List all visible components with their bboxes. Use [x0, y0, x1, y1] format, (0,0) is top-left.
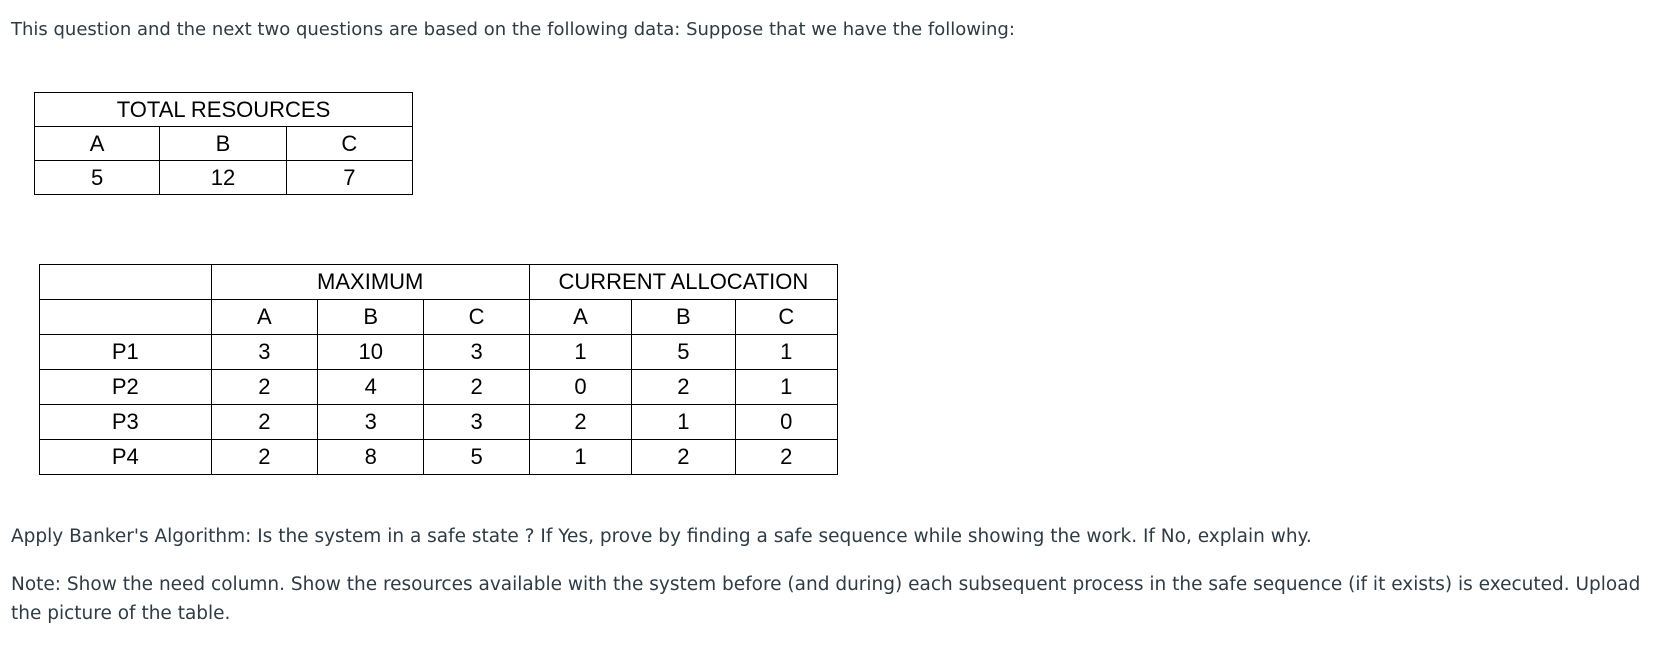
maximum-allocation-table: [39, 264, 838, 475]
group-title-row: [40, 265, 838, 300]
total-resources-title-row: [35, 93, 413, 127]
table-row: [40, 335, 838, 370]
total-value-c: 7: [286, 161, 412, 195]
table-cell: 10: [318, 335, 424, 370]
table-cell: 2: [211, 440, 317, 475]
alloc-header-c: C: [735, 300, 837, 335]
process-label: P1: [40, 335, 212, 370]
table-cell: 8: [318, 440, 424, 475]
total-value-b: 12: [160, 161, 286, 195]
total-header-b: B: [160, 127, 286, 161]
maximum-title: MAXIMUM: [211, 265, 529, 300]
table-cell: 2: [632, 370, 735, 405]
max-header-c: C: [424, 300, 529, 335]
max-header-a: A: [211, 300, 317, 335]
question-text: Apply Banker's Algorithm: Is the system in a safe state ? If Yes, prove by finding a safe sequence while showing the work. If No, explain why.: [11, 526, 1312, 547]
table-cell: 4: [318, 370, 424, 405]
table-cell: 1: [529, 440, 631, 475]
table-cell: 0: [529, 370, 631, 405]
process-label: P2: [40, 370, 212, 405]
process-label: P3: [40, 405, 212, 440]
table-cell: 3: [424, 405, 529, 440]
table-cell: 3: [211, 335, 317, 370]
table-cell: 2: [211, 370, 317, 405]
total-header-c: C: [286, 127, 412, 161]
max-header-b: B: [318, 300, 424, 335]
alloc-header-b: B: [632, 300, 735, 335]
table-cell: 2: [529, 405, 631, 440]
intro-text: This question and the next two questions are based on the following data: Suppose that we have the following:: [11, 19, 1015, 40]
table-row: [40, 440, 838, 475]
table-cell: 3: [318, 405, 424, 440]
table-row: [40, 370, 838, 405]
total-resources-title: TOTAL RESOURCES: [35, 93, 413, 127]
table-cell: 5: [632, 335, 735, 370]
table-cell: 1: [735, 335, 837, 370]
alloc-header-a: A: [529, 300, 631, 335]
table-row: [40, 405, 838, 440]
total-resources-table: [34, 92, 413, 195]
table-cell: 1: [632, 405, 735, 440]
table-cell: 1: [735, 370, 837, 405]
total-resources-header-row: [35, 127, 413, 161]
table-cell: 5: [424, 440, 529, 475]
table-cell: 3: [424, 335, 529, 370]
empty-corner-cell: [40, 265, 212, 300]
note-text: Note: Show the need column. Show the resources available with the system before (and during) each subsequent process in the safe sequence (if it exists) is executed. Upload the picture of the table.: [11, 574, 1641, 624]
total-value-a: 5: [35, 161, 160, 195]
process-label: P4: [40, 440, 212, 475]
table-cell: 2: [632, 440, 735, 475]
table-cell: 2: [211, 405, 317, 440]
table-cell: 2: [424, 370, 529, 405]
total-resources-value-row: [35, 161, 413, 195]
current-allocation-title: CURRENT ALLOCATION: [529, 265, 837, 300]
table-cell: 0: [735, 405, 837, 440]
table-cell: 2: [735, 440, 837, 475]
resource-header-row: [40, 300, 838, 335]
total-header-a: A: [35, 127, 160, 161]
empty-process-header: [40, 300, 212, 335]
table-cell: 1: [529, 335, 631, 370]
